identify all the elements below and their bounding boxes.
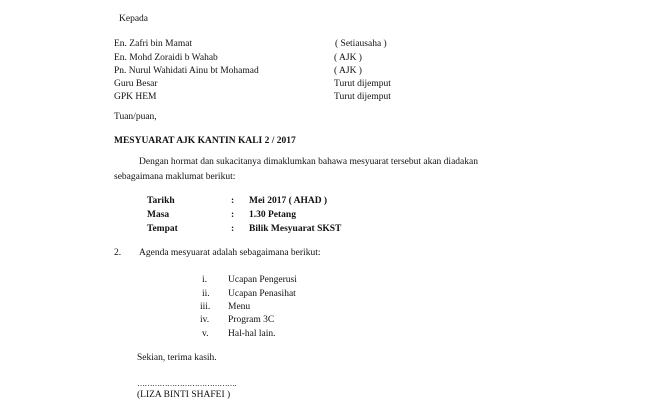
intro-text: sebagaimana maklumat berikut: bbox=[114, 172, 236, 182]
agenda-item-number: v. bbox=[202, 329, 209, 339]
recipient-name: Guru Besar bbox=[114, 79, 158, 89]
recipient-role: Turut dijemput bbox=[334, 92, 391, 102]
recipient-role: ( Setiausaha ) bbox=[335, 39, 387, 49]
recipient-role: ( AJK ) bbox=[334, 66, 362, 76]
agenda-number: 2. bbox=[114, 248, 122, 258]
agenda-intro: Agenda mesyuarat adalah sebagaimana berikut: bbox=[139, 248, 321, 258]
agenda-item-text: Hal-hal lain. bbox=[228, 329, 276, 339]
salutation: Tuan/puan, bbox=[114, 112, 157, 122]
agenda-item-text: Program 3C bbox=[228, 315, 275, 325]
recipient-name: En. Zafri bin Mamat bbox=[114, 39, 193, 49]
detail-separator: : bbox=[231, 196, 235, 206]
agenda-item-number: iv. bbox=[200, 315, 210, 325]
agenda-item-number: i. bbox=[202, 275, 208, 285]
detail-label: Tarikh bbox=[147, 196, 175, 206]
closing-text: Sekian, terima kasih. bbox=[137, 353, 217, 363]
detail-value: Mei 2017 ( AHAD ) bbox=[249, 196, 328, 206]
detail-label: Masa bbox=[147, 210, 170, 220]
agenda-item-text: Ucapan Penasihat bbox=[228, 289, 296, 299]
detail-label: Tempat bbox=[147, 224, 178, 234]
detail-value: 1.30 Petang bbox=[249, 210, 296, 220]
recipient-name: GPK HEM bbox=[114, 92, 157, 102]
greeting: Kepada bbox=[119, 14, 149, 24]
detail-separator: : bbox=[231, 224, 235, 234]
agenda-item-text: Ucapan Pengerusi bbox=[228, 275, 297, 285]
memo-subject: MESYUARAT AJK KANTIN KALI 2 / 2017 bbox=[114, 136, 296, 146]
agenda-item-number: ii. bbox=[202, 289, 210, 299]
agenda-item-number: iii. bbox=[200, 302, 211, 312]
detail-separator: : bbox=[231, 210, 235, 220]
detail-value: Bilik Mesyuarat SKST bbox=[249, 224, 342, 234]
recipient-role: ( AJK ) bbox=[334, 53, 362, 63]
intro-text: Dengan hormat dan sukacitanya dimaklumkan bahawa mesyuarat tersebut akan diadakan bbox=[139, 157, 478, 167]
signatory-name: (LIZA BINTI SHAFEI ) bbox=[137, 390, 231, 400]
recipient-name: Pn. Nurul Wahidati Ainu bt Mohamad bbox=[114, 66, 259, 76]
signature-line: …………………………………. bbox=[137, 379, 236, 388]
recipient-name: En. Mohd Zoraidi b Wahab bbox=[114, 53, 218, 63]
agenda-item-text: Menu bbox=[228, 302, 251, 312]
recipient-role: Turut dijemput bbox=[334, 79, 391, 89]
